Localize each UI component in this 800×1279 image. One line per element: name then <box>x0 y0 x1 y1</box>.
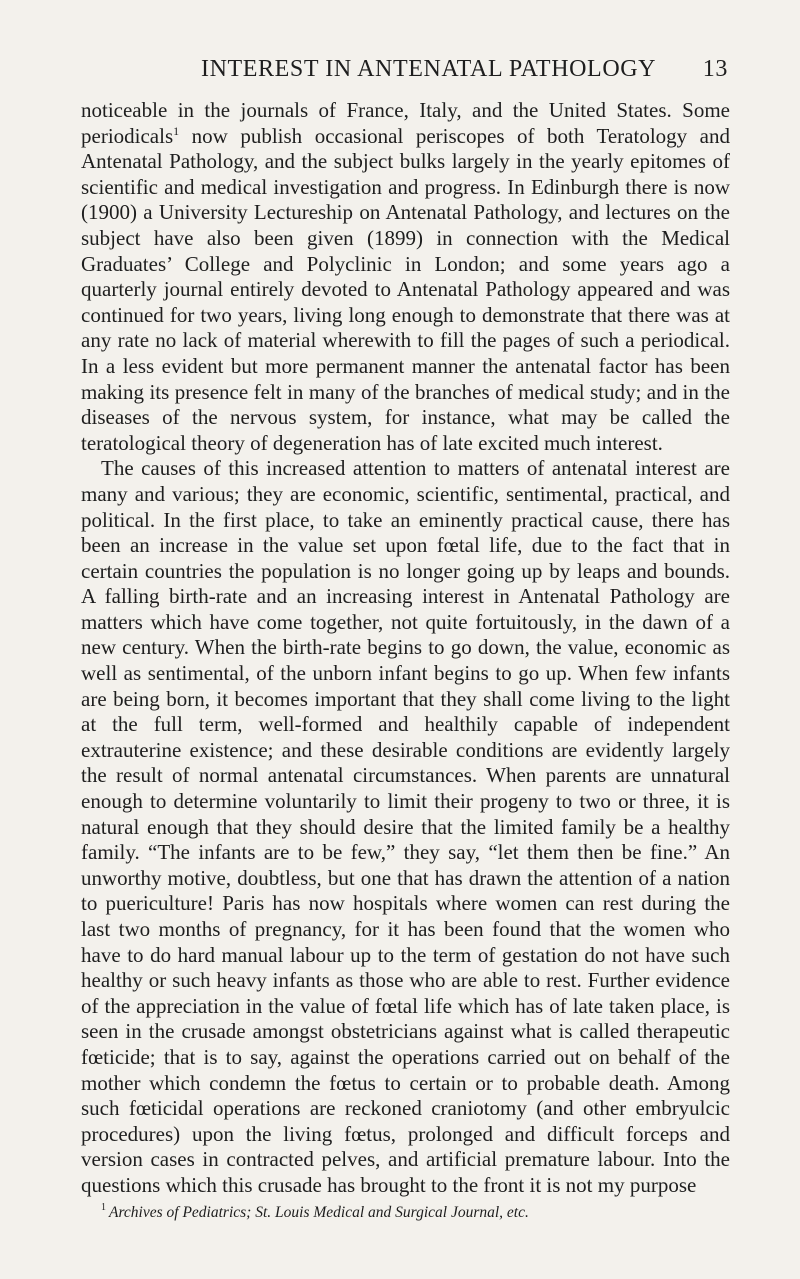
footnote-reference: 1 <box>173 123 180 138</box>
paragraph-1 <box>81 98 730 456</box>
paragraph-2: The causes of this increased attention to matters of antenatal interest are many and various; they are economic, scientific, sentimental, practical, and political. In the first place, to take an eminently practical cause, there has been an increase in the value set upon fœtal life, due to the fact that in certain countries the population is no longer going up by leaps and bounds. A falling birth-rate and an increasing interest in Antenatal Pathology are matters which have come together, not quite fortuitously, in the dawn of a new century. When the birth-rate begins to go down, the value, economic as well as sentimental, of the unborn infant begins to go up. When few infants are being born, it becomes important that they shall come living to the light at the full term, well-formed and healthily capable of independent extrauterine existence; and these desirable conditions are evidently largely the result of normal antenatal circumstances. When parents are unnatural enough to determine voluntarily to limit their progeny to two or three, it is natural enough that they should desire that the limited family be a healthy family. “The infants are to be few,” they say, “let them then be fine.” An unworthy motive, doubtless, but one that has drawn the attention of a nation to puericulture! Paris has now hospitals where women can rest during the last two months of pregnancy, for it has been found that the women who have to do hard manual labour up to the term of gestation do not have such healthy or such heavy infants as those who are able to rest. Further evidence of the appreciation in the value of fœtal life which has of late taken place, is seen in the crusade amongst obstetricians against what is called therapeutic fœticide; that is to say, against the operations carried out on behalf of the mother which condemn the fœtus to certain or to probable death. Among such fœticidal operations are reckoned craniotomy (and other embryulcic procedures) upon the living fœtus, prolonged and difficult forceps and version cases in contracted pelves, and artificial premature labour. Into the questions which this crusade has brought to the front it is not my purpose <box>81 456 730 1197</box>
page-number: 13 <box>702 56 728 82</box>
footnote-marker: 1 <box>101 1202 106 1214</box>
body-text <box>81 98 730 1199</box>
footnote-text: Archives of Pediatrics; St. Louis Medical and Surgical Journal, etc. <box>109 1203 529 1221</box>
running-title: INTEREST IN ANTENATAL PATHOLOGY <box>201 56 657 82</box>
paragraph-1-text-a: noticeable in the journals of France, Italy, and the United States. Some periodicals <box>81 98 730 148</box>
footnote <box>81 1203 730 1222</box>
paragraph-1-text-b: now publish occasional periscopes of both Teratology and Antenatal Pathology, and the subject bulks largely in the yearly epitomes of scientific and medical investigation and progress. In Edinburgh there is now (1900) a University Lectureship on Antenatal Pathology, and lectures on the subject have also been given (1899) in connection with the Medical Graduates’ College and Polyclinic in London; and some years ago a quarterly journal entirely devoted to Antenatal Pathology appeared and was continued for two years, living long enough to demonstrate that there was at any rate no lack of material wherewith to fill the pages of such a periodical. In a less evident but more permanent manner the antenatal factor has been making its presence felt in many of the branches of medical study; and in the diseases of the nervous system, for instance, what may be called the teratological theory of degeneration has of late excited much interest. <box>81 123 730 455</box>
page-header <box>81 56 730 90</box>
